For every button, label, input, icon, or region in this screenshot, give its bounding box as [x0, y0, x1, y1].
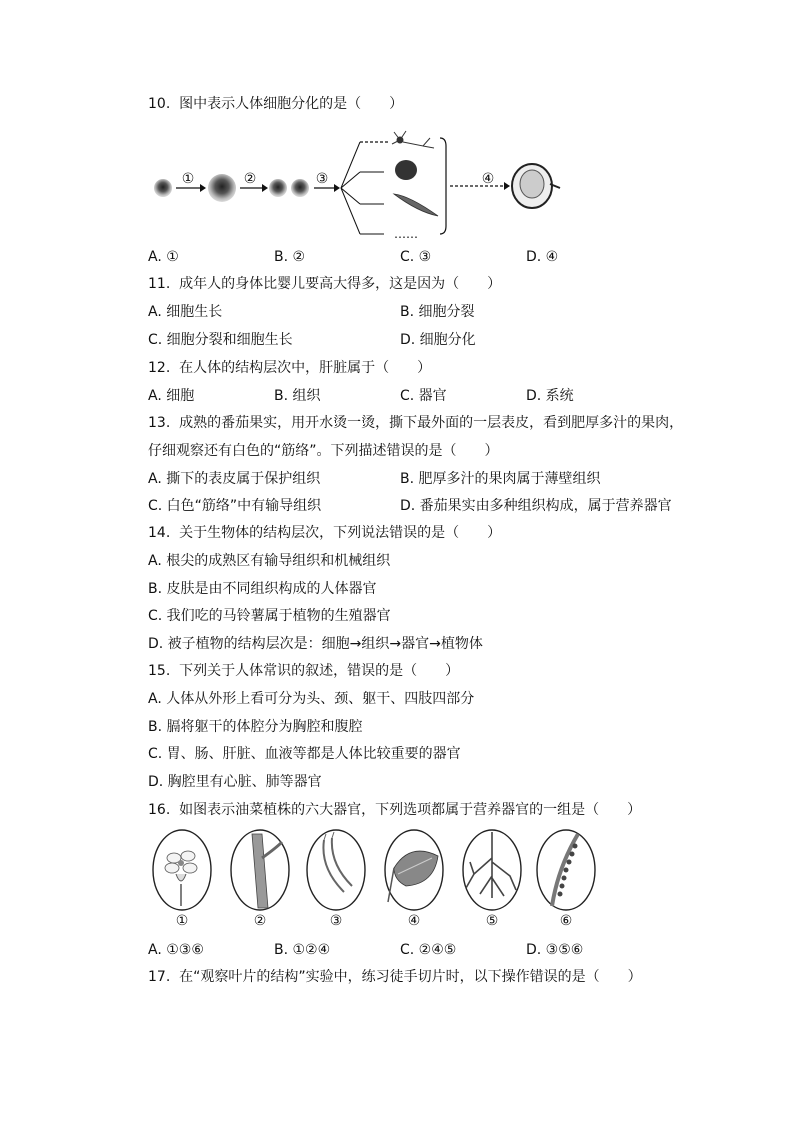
rapeseed-organs-figure	[148, 828, 608, 912]
option-c: C. 细胞分裂和细胞生长	[148, 332, 293, 348]
fruit-icon	[307, 830, 365, 910]
question-number: 15.	[148, 663, 171, 679]
cell-icon	[154, 179, 172, 197]
option-b: B. ②	[274, 249, 306, 265]
svg-text:……: ……	[394, 227, 418, 241]
cell-icon	[208, 174, 236, 202]
question-stem: 关于生物体的结构层次，下列说法错误的是（ ）	[179, 525, 502, 541]
question-number: 13.	[148, 415, 171, 431]
question-13	[148, 413, 683, 433]
question-17	[148, 967, 642, 987]
question-number: 10.	[148, 96, 171, 112]
question-number: 16.	[148, 802, 171, 818]
question-stem: 成熟的番茄果实，用开水烫一烫，撕下最外面的一层表皮，看到肥厚多汁的果肉，	[179, 415, 684, 431]
figure-label: ⑤	[485, 913, 499, 929]
option-b: B. 细胞分裂	[400, 304, 475, 320]
option-a: A. 细胞生长	[148, 304, 223, 320]
neuron-icon	[392, 131, 434, 148]
figure-label: ④	[481, 171, 495, 187]
option-a: A. 人体从外形上看可分为头、颈、躯干、四肢四部分	[148, 691, 475, 707]
option-c: C. ③	[400, 249, 432, 265]
question-11	[148, 274, 501, 294]
question-stem: 在人体的结构层次中，肝脏属于（ ）	[179, 360, 432, 376]
leaf-icon	[385, 830, 443, 910]
question-10	[148, 94, 403, 114]
option-d: D. ④	[526, 249, 559, 265]
question-stem: 在“观察叶片的结构”实验中，练习徒手切片时，以下操作错误的是（ ）	[179, 969, 642, 985]
option-d: D. 被子植物的结构层次是：细胞→组织→器官→植物体	[148, 636, 483, 652]
question-14	[148, 523, 501, 543]
option-c: C. 器官	[400, 388, 447, 404]
figure-label: ③	[329, 913, 343, 929]
option-d: D. 番茄果实由多种组织构成，属于营养器官	[400, 498, 672, 514]
option-b: B. 膈将躯干的体腔分为胸腔和腹腔	[148, 719, 363, 735]
question-15	[148, 661, 459, 681]
option-d: D. 细胞分化	[400, 332, 476, 348]
option-d: D. 系统	[526, 388, 574, 404]
seed-icon	[537, 830, 595, 910]
option-c: C. 我们吃的马铃薯属于植物的生殖器官	[148, 608, 391, 624]
question-stem: 图中表示人体细胞分化的是（ ）	[179, 96, 404, 112]
option-c: C. ②④⑤	[400, 942, 457, 958]
figure-label: ②	[253, 913, 267, 929]
question-stem: 下列关于人体常识的叙述，错误的是（ ）	[179, 663, 460, 679]
option-b: B. 皮肤是由不同组织构成的人体器官	[148, 581, 377, 597]
option-a: A. ①	[148, 249, 179, 265]
question-number: 11.	[148, 276, 171, 292]
question-number: 12.	[148, 360, 171, 376]
figure-label: ①	[181, 171, 195, 187]
figure-label: ③	[315, 171, 329, 187]
cell-icon	[269, 179, 287, 197]
option-b: B. 组织	[274, 388, 321, 404]
figure-label: ④	[407, 913, 421, 929]
blood-cell-icon	[395, 160, 417, 180]
question-stem-continued: 仔细观察还有白色的“筋络”。下列描述错误的是（ ）	[148, 443, 499, 459]
option-a: A. ①③⑥	[148, 942, 204, 958]
question-12	[148, 358, 431, 378]
question-number: 14.	[148, 525, 171, 541]
question-stem: 成年人的身体比婴儿要高大得多，这是因为（ ）	[179, 276, 502, 292]
question-number: 17.	[148, 969, 171, 985]
figure-label: ②	[243, 171, 257, 187]
option-b: B. ①②④	[274, 942, 331, 958]
option-a: A. 根尖的成熟区有输导组织和机械组织	[148, 553, 391, 569]
eye-organ-icon	[512, 164, 560, 208]
option-c: C. 胃、肠、肝脏、血液等都是人体比较重要的器官	[148, 746, 461, 762]
cell-differentiation-figure	[148, 126, 568, 244]
question-stem: 如图表示油菜植株的六大器官，下列选项都属于营养器官的一组是（ ）	[179, 802, 642, 818]
figure-label: ⑥	[559, 913, 573, 929]
option-a: A. 撕下的表皮属于保护组织	[148, 471, 321, 487]
option-d: D. 胸腔里有心脏、肺等器官	[148, 774, 322, 790]
flower-icon	[153, 830, 211, 910]
stem-icon	[231, 830, 289, 910]
cell-icon	[291, 179, 309, 197]
option-b: B. 肥厚多汁的果肉属于薄壁组织	[400, 471, 601, 487]
question-16	[148, 800, 641, 820]
muscle-cell-icon	[394, 194, 438, 216]
option-c: C. 白色“筋络”中有输导组织	[148, 498, 322, 514]
option-a: A. 细胞	[148, 388, 195, 404]
option-d: D. ③⑤⑥	[526, 942, 584, 958]
figure-label: ①	[175, 913, 189, 929]
root-icon	[463, 830, 521, 910]
